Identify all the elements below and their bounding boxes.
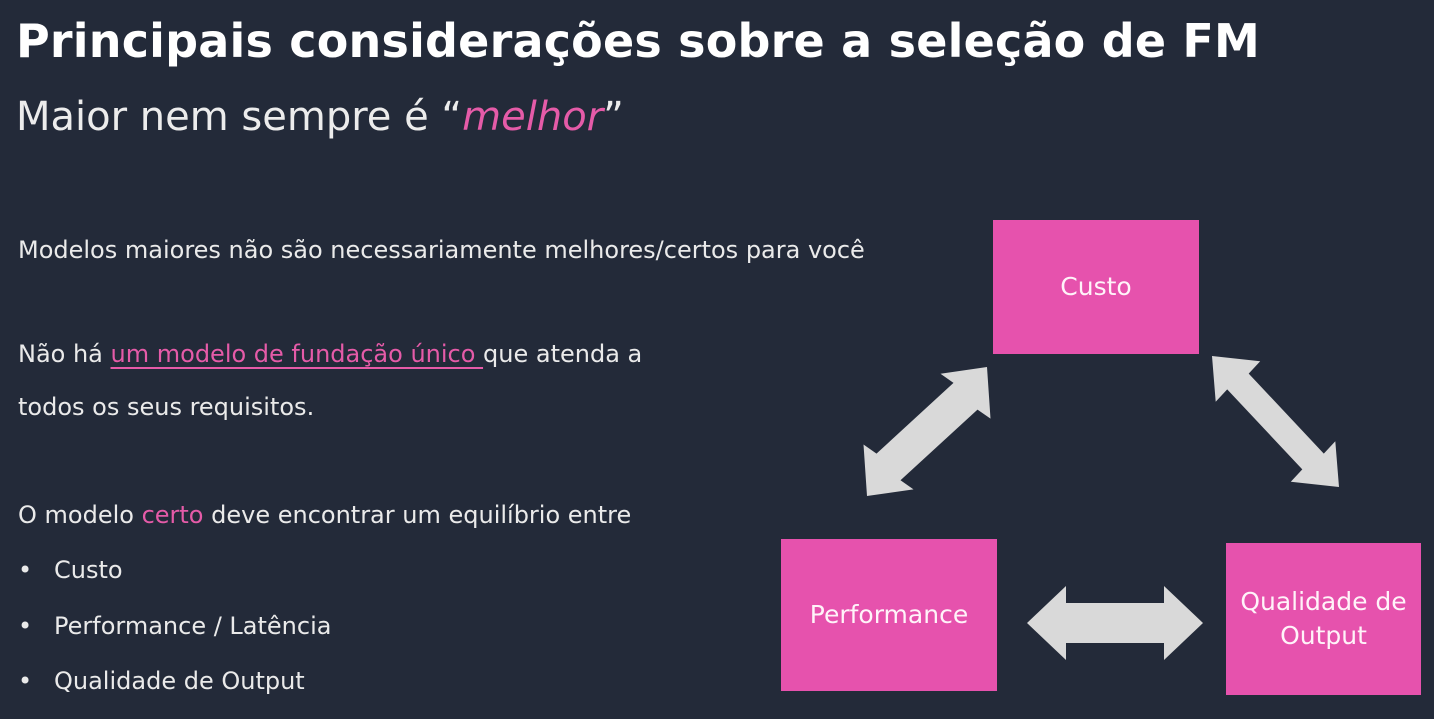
paragraph2-prefix: Não há: [18, 340, 111, 368]
bullet-label: Performance / Latência: [54, 612, 332, 640]
paragraph3-suffix: deve encontrar um equilíbrio entre: [203, 501, 632, 529]
paragraph2-suffix: que atenda a: [483, 340, 643, 368]
bullet-label: Custo: [54, 556, 123, 584]
paragraph-larger-models: Modelos maiores não são necessariamente melhores/certos para você: [18, 236, 865, 264]
paragraph3-highlight: certo: [141, 501, 204, 529]
paragraph3-prefix: O modelo: [18, 501, 142, 529]
subtitle-suffix: ”: [603, 94, 624, 140]
bullet-dot: •: [18, 556, 33, 584]
performance-box: Performance: [781, 539, 997, 691]
subtitle-prefix: Maior nem sempre é “: [16, 94, 463, 140]
bullet-dot: •: [18, 667, 33, 695]
quality-box: Qualidade de Output: [1226, 543, 1421, 695]
bullet-label: Qualidade de Output: [54, 667, 305, 695]
double-arrow-performance-cost: [864, 367, 991, 496]
paragraph2-highlight: um modelo de fundação único: [110, 340, 484, 368]
cost-box: Custo: [993, 220, 1199, 354]
paragraph-no-single-model-line2: todos os seus requisitos.: [18, 393, 315, 421]
subtitle-highlight: melhor: [462, 94, 604, 140]
double-arrow-cost-quality: [1212, 356, 1339, 487]
bullet-dot: •: [18, 612, 33, 640]
slide-title: Principais considerações sobre a seleção de FM: [16, 14, 1261, 68]
double-arrow-performance-quality: [1027, 586, 1203, 660]
